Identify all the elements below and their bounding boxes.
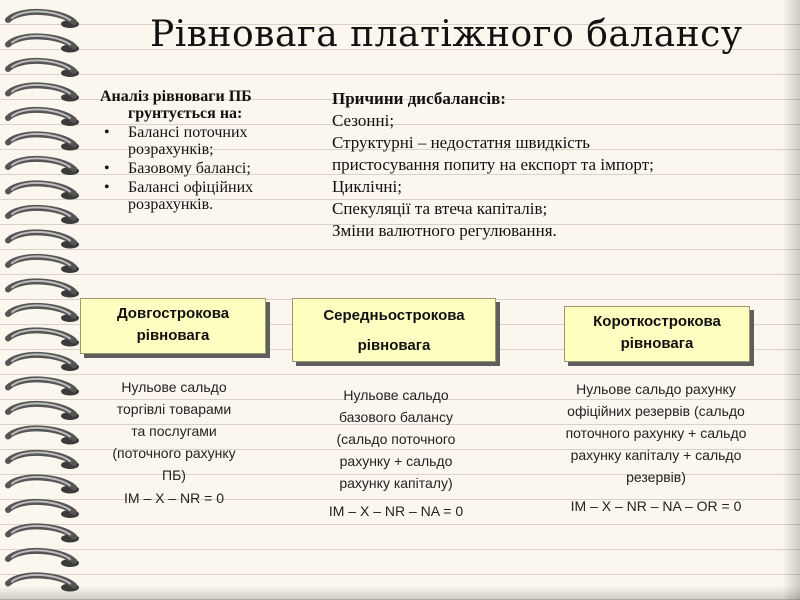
- desc-line: (поточного рахунку: [112, 445, 236, 461]
- box-label-line1: Довгострокова: [116, 305, 230, 322]
- desc-line: Нульове сальдо: [343, 387, 449, 403]
- desc-line: рахунку капіталу + сальдо: [570, 447, 742, 463]
- analysis-list: [100, 124, 320, 213]
- box-label-line1: Короткострокова: [593, 313, 721, 330]
- spiral-ring: [8, 36, 79, 53]
- cause-line: пристосування попиту на експорт та імпорт;: [332, 155, 654, 174]
- spiral-ring: [8, 575, 79, 592]
- spiral-ring: [8, 134, 79, 151]
- analysis-item: • Балансі офіційних розрахунків.: [100, 179, 320, 213]
- spiral-ring: [8, 11, 79, 28]
- cause-line: Сезонні;: [332, 111, 395, 130]
- desc-line: (сальдо поточного: [336, 431, 456, 447]
- spiral-ring: [8, 550, 79, 567]
- spiral-ring: [8, 379, 79, 396]
- box-label-line1: Середньострокова: [323, 307, 465, 324]
- spiral-ring: [8, 232, 79, 249]
- short-term-description: [532, 378, 780, 488]
- analysis-item: • Балансі поточних розрахунків;: [100, 124, 320, 158]
- box-label-line2: рівновага: [357, 337, 431, 354]
- page-shadow-bottom: [0, 586, 800, 600]
- spiral-ring: [8, 158, 79, 175]
- spiral-ring: [8, 281, 79, 298]
- slide-title: Рівновага платіжного балансу: [150, 14, 743, 55]
- desc-line: та послугами: [131, 423, 217, 439]
- desc-line: рахунку + сальдо: [339, 453, 453, 469]
- causes-block: [332, 88, 772, 242]
- box-label-line2: рівновага: [136, 327, 210, 344]
- desc-line: офіційних резервів (сальдо: [567, 403, 745, 419]
- causes-heading: Причини дисбалансів:: [332, 89, 506, 108]
- spiral-ring: [8, 526, 79, 543]
- desc-line: Нульове сальдо: [121, 379, 227, 395]
- spiral-ring: [8, 330, 79, 347]
- page-shadow-right: [782, 0, 800, 600]
- long-term-formula: IM – X – NR = 0: [124, 490, 224, 506]
- spiral-ring: [8, 305, 79, 322]
- cause-line: Зміни валютного регулювання.: [332, 221, 557, 240]
- desc-line: торгівлі товарами: [116, 401, 232, 417]
- spiral-ring: [8, 183, 79, 200]
- cause-line: Циклічні;: [332, 177, 402, 196]
- short-term-formula: IM – X – NR – NA – OR = 0: [570, 498, 742, 514]
- desc-line: резервів): [626, 469, 686, 485]
- spiral-ring: [8, 109, 79, 126]
- spiral-ring: [8, 256, 79, 273]
- medium-term-description: [296, 384, 496, 494]
- spiral-ring: [8, 477, 79, 494]
- spiral-ring: [8, 403, 79, 420]
- analysis-block: [100, 88, 320, 215]
- spiral-ring: [8, 60, 79, 77]
- box-label-line2: рівновага: [620, 335, 694, 352]
- spiral-ring: [8, 207, 79, 224]
- spiral-ring: [8, 501, 79, 518]
- desc-line: поточного рахунку + сальдо: [565, 425, 747, 441]
- analysis-item: • Базовому балансі;: [100, 160, 320, 177]
- desc-line: рахунку капіталу): [339, 475, 453, 491]
- analysis-heading: [100, 88, 320, 122]
- spiral-ring: [8, 452, 79, 469]
- analysis-heading-line1: Аналіз рівноваги ПБ: [100, 88, 252, 105]
- desc-line: базового балансу: [338, 409, 454, 425]
- medium-term-formula: IM – X – NR – NA = 0: [328, 503, 464, 519]
- long-term-equilibrium-box: [80, 298, 266, 354]
- spiral-ring: [8, 354, 79, 371]
- desc-line: Нульове сальдо рахунку: [576, 381, 736, 397]
- desc-line: ПБ): [162, 467, 186, 483]
- medium-term-equilibrium-box: [292, 298, 496, 362]
- spiral-ring: [8, 85, 79, 102]
- cause-line: Спекуляції та втеча капіталів;: [332, 199, 548, 218]
- spiral-ring: [8, 428, 79, 445]
- analysis-heading-line2: грунтується на:: [128, 105, 243, 122]
- short-term-equilibrium-box: [564, 306, 750, 362]
- long-term-description: [86, 376, 262, 486]
- cause-line: Структурні – недостатня швидкість: [332, 133, 591, 152]
